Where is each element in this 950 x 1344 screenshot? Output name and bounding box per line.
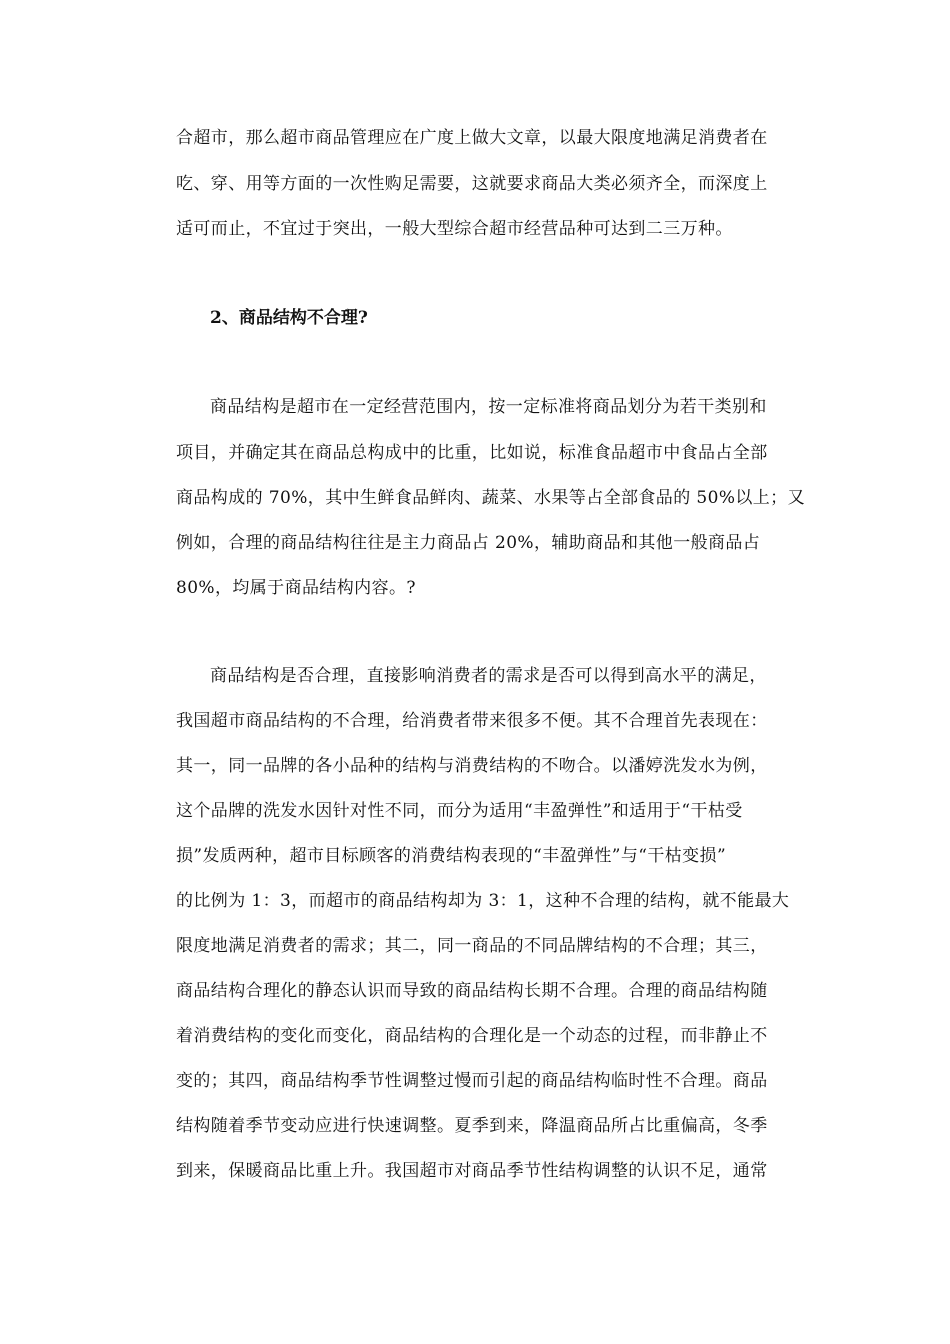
paragraph-problems-line-9: 着消费结构的变化而变化，商品结构的合理化是一个动态的过程，而非静止不 [176,1026,768,1046]
paragraph-structure-line-4: 例如，合理的商品结构往往是主力商品占 20%，辅助商品和其他一般商品占 [176,533,761,553]
paragraph-problems-line-12: 到来，保暖商品比重上升。我国超市对商品季节性结构调整的认识不足，通常 [176,1161,768,1181]
paragraph-problems-line-10: 变的；其四，商品结构季节性调整过慢而引起的商品结构临时性不合理。商品 [176,1071,768,1091]
paragraph-structure-line-1: 商品结构是超市在一定经营范围内，按一定标准将商品划分为若干类别和 [210,397,767,417]
paragraph-problems-line-5: 损”发质两种，超市目标顾客的消费结构表现的“丰盈弹性”与“干枯变损” [176,846,727,866]
paragraph-problems-line-1: 商品结构是否合理，直接影响消费者的需求是否可以得到高水平的满足， [210,666,767,686]
paragraph-problems-line-11: 结构随着季节变动应进行快速调整。夏季到来，降温商品所占比重偏高，冬季 [176,1116,768,1136]
paragraph-problems-line-8: 商品结构合理化的静态认识而导致的商品结构长期不合理。合理的商品结构随 [176,981,768,1001]
paragraph-problems-line-4: 这个品牌的洗发水因针对性不同，而分为适用“丰盈弹性”和适用于“干枯受 [176,801,743,821]
section-heading: 2、商品结构不合理? [210,308,368,328]
paragraph-intro-line-2: 吃、穿、用等方面的一次性购足需要，这就要求商品大类必须齐全，而深度上 [176,174,768,194]
paragraph-structure-line-5: 80%，均属于商品结构内容。? [176,578,416,598]
paragraph-problems-line-2: 我国超市商品结构的不合理，给消费者带来很多不便。其不合理首先表现在： [176,711,768,731]
paragraph-intro-line-1: 合超市，那么超市商品管理应在广度上做大文章，以最大限度地满足消费者在 [176,128,768,148]
paragraph-intro-line-3: 适可而止，不宜过于突出，一般大型综合超市经营品种可达到二三万种。 [176,219,733,239]
paragraph-problems-line-7: 限度地满足消费者的需求；其二，同一商品的不同品牌结构的不合理；其三， [176,936,768,956]
paragraph-problems-line-3: 其一，同一品牌的各小品种的结构与消费结构的不吻合。以潘婷洗发水为例， [176,756,768,776]
paragraph-structure-line-3: 商品构成的 70%，其中生鲜食品鲜肉、蔬菜、水果等占全部食品的 50%以上；又 [176,488,805,508]
paragraph-structure-line-2: 项目，并确定其在商品总构成中的比重，比如说，标准食品超市中食品占全部 [176,443,768,463]
paragraph-problems-line-6: 的比例为 1：3，而超市的商品结构却为 3：1，这种不合理的结构，就不能最大 [176,891,790,911]
